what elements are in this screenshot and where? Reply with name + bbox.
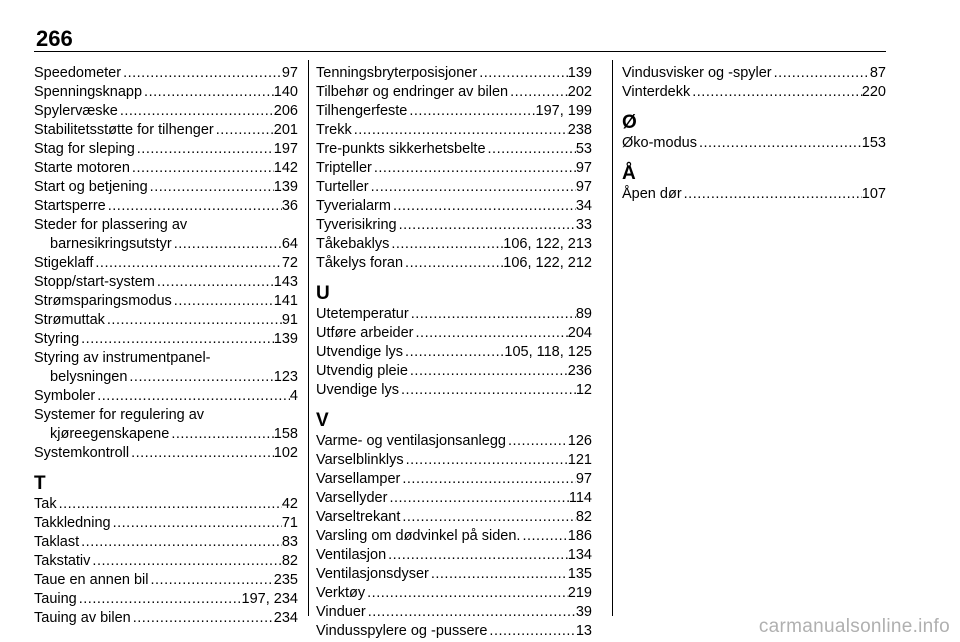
dot-leader (57, 495, 282, 514)
dot-leader (414, 324, 568, 343)
dot-leader (387, 489, 568, 508)
entry-label: Systemkontroll (34, 445, 130, 461)
dot-leader (127, 368, 273, 387)
column-divider (308, 60, 309, 616)
index-entry (316, 362, 592, 381)
watermark: carmanualsonline.info (758, 616, 950, 637)
index-entry (34, 444, 298, 463)
entry-page-ref: 142 (273, 160, 298, 176)
dot-leader (399, 381, 576, 400)
entry-label: Utetemperatur (316, 306, 409, 322)
dot-leader (172, 292, 274, 311)
entry-label: Tilhengerfeste (316, 103, 408, 119)
entry-label: Stabilitetsstøtte for tilhenger (34, 122, 214, 138)
dot-leader (369, 178, 576, 197)
index-entry (316, 489, 592, 508)
index-entry (622, 64, 886, 83)
index-entry (316, 159, 592, 178)
index-entry (316, 305, 592, 324)
index-entry (34, 140, 298, 159)
entry-label: Starte motoren (34, 160, 130, 176)
dot-leader (520, 527, 567, 546)
section-letter: T (34, 473, 46, 494)
index-entry (316, 584, 592, 603)
entry-page-ref: 106, 122, 212 (503, 255, 592, 271)
entry-label: Start og betjening (34, 179, 148, 195)
entry-label: Tripteller (316, 160, 372, 176)
index-entry (34, 495, 298, 514)
index-entry (316, 235, 592, 254)
dot-leader (90, 552, 281, 571)
index-entry (34, 235, 298, 254)
index-entry (622, 134, 886, 153)
index-entry (316, 121, 592, 140)
entry-page-ref: 33 (575, 217, 592, 233)
index-entry (34, 121, 298, 140)
index-entry-heading: Steder for plassering av (34, 217, 188, 233)
dot-leader (486, 140, 576, 159)
entry-page-ref: 234 (273, 610, 298, 626)
entry-page-ref: 107 (861, 186, 886, 202)
index-entry (34, 102, 298, 121)
dot-leader (400, 508, 576, 527)
entry-page-ref: 206 (273, 103, 298, 119)
dot-leader (408, 362, 568, 381)
entry-label: Tak (34, 496, 57, 512)
entry-label: Verktøy (316, 585, 366, 601)
dot-leader (169, 425, 273, 444)
entry-label: Utvendig pleie (316, 363, 408, 379)
index-entry (316, 140, 592, 159)
entry-page-ref: 102 (273, 445, 298, 461)
entry-page-ref: 105, 118, 125 (504, 344, 592, 360)
entry-label: Taklast (34, 534, 80, 550)
entry-page-ref: 4 (289, 388, 298, 404)
entry-label: Ventilasjonsdyser (316, 566, 429, 582)
dot-leader (403, 343, 504, 362)
entry-page-ref: 123 (273, 369, 298, 385)
entry-label: Øko-modus (622, 135, 697, 151)
dot-leader (129, 444, 274, 463)
index-entry (316, 603, 592, 622)
dot-leader (155, 273, 274, 292)
entry-label: Ventilasjon (316, 547, 387, 563)
entry-label: Varselblinklys (316, 452, 404, 468)
index-entry (34, 609, 298, 628)
entry-label: Turteller (316, 179, 369, 195)
index-entry-heading: Styring av instrumentpanel- (34, 350, 211, 366)
index-entry (34, 311, 298, 330)
dot-leader (366, 603, 576, 622)
entry-label: belysningen (50, 369, 128, 385)
section-letter: Ø (622, 112, 637, 133)
entry-page-ref: 64 (281, 236, 298, 252)
entry-label: Startsperre (34, 198, 106, 214)
entry-page-ref: 236 (567, 363, 592, 379)
section-letter: U (316, 283, 330, 304)
column-divider (612, 60, 613, 616)
entry-label: barnesikringsutstyr (50, 236, 172, 252)
dot-leader (77, 590, 242, 609)
entry-page-ref: 83 (281, 534, 298, 550)
entry-page-ref: 141 (273, 293, 298, 309)
dot-leader (105, 311, 282, 330)
section-letter: Å (622, 163, 636, 184)
entry-page-ref: 158 (273, 426, 298, 442)
dot-leader (391, 197, 576, 216)
index-entry-heading: Systemer for regulering av (34, 407, 205, 423)
entry-page-ref: 204 (567, 325, 592, 341)
entry-page-ref: 201 (273, 122, 298, 138)
entry-page-ref: 71 (281, 515, 298, 531)
entry-label: Utføre arbeider (316, 325, 414, 341)
entry-label: Utvendige lys (316, 344, 404, 360)
entry-page-ref: 197, 234 (241, 591, 298, 607)
entry-page-ref: 36 (281, 198, 298, 214)
index-entry (316, 470, 592, 489)
index-entry (316, 381, 592, 400)
dot-leader (148, 178, 274, 197)
index-entry (316, 254, 592, 273)
dot-leader (106, 197, 282, 216)
entry-page-ref: 114 (568, 490, 592, 506)
entry-page-ref: 153 (861, 135, 886, 151)
index-entry (34, 552, 298, 571)
entry-label: Stopp/start-system (34, 274, 155, 290)
index-entry (34, 64, 298, 83)
dot-leader (111, 514, 282, 533)
entry-page-ref: 82 (575, 509, 592, 525)
entry-label: Tenningsbryterposisjoner (316, 65, 478, 81)
index-entry (316, 546, 592, 565)
entry-label: Symboler (34, 388, 96, 404)
entry-label: Taue en annen bil (34, 572, 149, 588)
dot-leader (407, 102, 535, 121)
entry-label: Spylervæske (34, 103, 118, 119)
dot-leader (403, 254, 503, 273)
entry-label: Varme- og ventilasjonsanlegg (316, 433, 506, 449)
dot-leader (118, 102, 274, 121)
index-column-3 (622, 64, 886, 204)
entry-label: Trekk (316, 122, 352, 138)
entry-page-ref: 39 (575, 604, 592, 620)
dot-leader (397, 216, 576, 235)
dot-leader (404, 451, 568, 470)
dot-leader (772, 64, 870, 83)
dot-leader (429, 565, 568, 584)
entry-label: Tauing av bilen (34, 610, 131, 626)
entry-page-ref: 143 (273, 274, 298, 290)
entry-page-ref: 139 (567, 65, 592, 81)
index-column-1 (34, 64, 298, 628)
index-entry (316, 527, 592, 546)
index-column-2 (316, 64, 592, 641)
entry-page-ref: 202 (567, 84, 592, 100)
entry-label: Takstativ (34, 553, 91, 569)
entry-page-ref: 91 (281, 312, 298, 328)
entry-page-ref: 97 (575, 160, 592, 176)
dot-leader (214, 121, 274, 140)
entry-page-ref: 140 (273, 84, 298, 100)
entry-page-ref: 97 (281, 65, 298, 81)
entry-page-ref: 106, 122, 213 (503, 236, 592, 252)
index-entry (316, 216, 592, 235)
entry-label: Åpen dør (622, 186, 682, 202)
index-entry (34, 330, 298, 349)
index-entry (316, 451, 592, 470)
entry-label: Varseltrekant (316, 509, 401, 525)
entry-page-ref: 126 (567, 433, 592, 449)
dot-leader (95, 387, 290, 406)
index-entry (316, 102, 592, 121)
section-letter: V (316, 410, 329, 431)
entry-label: Tyverisikring (316, 217, 397, 233)
entry-label: Vinterdekk (622, 84, 691, 100)
page-number: 266 (36, 26, 73, 51)
dot-leader (79, 533, 282, 552)
index-entry (316, 432, 592, 451)
entry-label: Takkledning (34, 515, 111, 531)
entry-page-ref: 139 (273, 331, 298, 347)
entry-page-ref: 89 (575, 306, 592, 322)
index-entry (622, 185, 886, 204)
entry-page-ref: 220 (861, 84, 886, 100)
entry-label: kjøreegenskapene (50, 426, 170, 442)
index-entry (316, 324, 592, 343)
index-entry (316, 197, 592, 216)
entry-label: Stag for sleping (34, 141, 135, 157)
index-entry (34, 425, 298, 444)
entry-page-ref: 121 (567, 452, 592, 468)
dot-leader (352, 121, 568, 140)
entry-label: Strømuttak (34, 312, 105, 328)
entry-label: Tauing (34, 591, 77, 607)
entry-label: Styring (34, 331, 80, 347)
entry-page-ref: 42 (281, 496, 298, 512)
index-entry (34, 292, 298, 311)
index-entry (316, 64, 592, 83)
entry-label: Speedometer (34, 65, 122, 81)
entry-page-ref: 97 (575, 471, 592, 487)
entry-page-ref: 72 (281, 255, 298, 271)
entry-label: Varsellyder (316, 490, 388, 506)
dot-leader (389, 235, 503, 254)
entry-page-ref: 82 (281, 553, 298, 569)
entry-label: Varsellamper (316, 471, 401, 487)
index-entry (316, 622, 592, 641)
index-entry (34, 273, 298, 292)
dot-leader (477, 64, 568, 83)
index-entry (34, 387, 298, 406)
entry-page-ref: 97 (575, 179, 592, 195)
dot-leader (142, 83, 274, 102)
entry-label: Spenningsknapp (34, 84, 143, 100)
entry-page-ref: 139 (273, 179, 298, 195)
entry-label: Vindusspylere og -pussere (316, 623, 488, 639)
entry-page-ref: 134 (567, 547, 592, 563)
entry-label: Varsling om dødvinkel på siden. (316, 528, 521, 544)
entry-label: Tre-punkts sikkerhetsbelte (316, 141, 486, 157)
dot-leader (372, 159, 576, 178)
index-entry (34, 159, 298, 178)
index-entry (316, 83, 592, 102)
index-entry (316, 508, 592, 527)
index-entry (34, 533, 298, 552)
index-entry (34, 368, 298, 387)
index-entry (34, 83, 298, 102)
entry-label: Vinduer (316, 604, 366, 620)
entry-page-ref: 235 (273, 572, 298, 588)
index-entry (34, 197, 298, 216)
index-entry (316, 343, 592, 362)
dot-leader (487, 622, 575, 641)
dot-leader (121, 64, 282, 83)
dot-leader (690, 83, 862, 102)
dot-leader (400, 470, 576, 489)
dot-leader (386, 546, 568, 565)
dot-leader (697, 134, 862, 153)
dot-leader (506, 432, 568, 451)
entry-page-ref: 197 (273, 141, 298, 157)
index-entry (34, 571, 298, 590)
dot-leader (365, 584, 568, 603)
index-entry (34, 590, 298, 609)
dot-leader (508, 83, 568, 102)
dot-leader (130, 159, 274, 178)
entry-page-ref: 238 (567, 122, 592, 138)
entry-page-ref: 87 (869, 65, 886, 81)
index-entry (34, 514, 298, 533)
entry-label: Tyverialarm (316, 198, 391, 214)
entry-label: Tåkebaklys (316, 236, 390, 252)
entry-label: Uvendige lys (316, 382, 400, 398)
dot-leader (135, 140, 274, 159)
dot-leader (682, 185, 862, 204)
index-entry (34, 254, 298, 273)
entry-page-ref: 197, 199 (535, 103, 592, 119)
dot-leader (149, 571, 274, 590)
index-entry (316, 178, 592, 197)
entry-page-ref: 219 (567, 585, 592, 601)
entry-label: Tilbehør og endringer av bilen (316, 84, 509, 100)
dot-leader (79, 330, 274, 349)
entry-page-ref: 13 (575, 623, 592, 639)
index-entry (34, 178, 298, 197)
entry-label: Vindusvisker og -spyler (622, 65, 772, 81)
entry-label: Tåkelys foran (316, 255, 404, 271)
index-entry (622, 83, 886, 102)
header-rule (34, 51, 886, 52)
entry-label: Strømsparingsmodus (34, 293, 172, 309)
dot-leader (93, 254, 281, 273)
entry-page-ref: 135 (567, 566, 592, 582)
dot-leader (172, 235, 282, 254)
index-entry (316, 565, 592, 584)
entry-page-ref: 186 (567, 528, 592, 544)
entry-page-ref: 53 (575, 141, 592, 157)
dot-leader (131, 609, 274, 628)
dot-leader (409, 305, 576, 324)
entry-label: Stigeklaff (34, 255, 94, 271)
entry-page-ref: 12 (575, 382, 592, 398)
entry-page-ref: 34 (575, 198, 592, 214)
